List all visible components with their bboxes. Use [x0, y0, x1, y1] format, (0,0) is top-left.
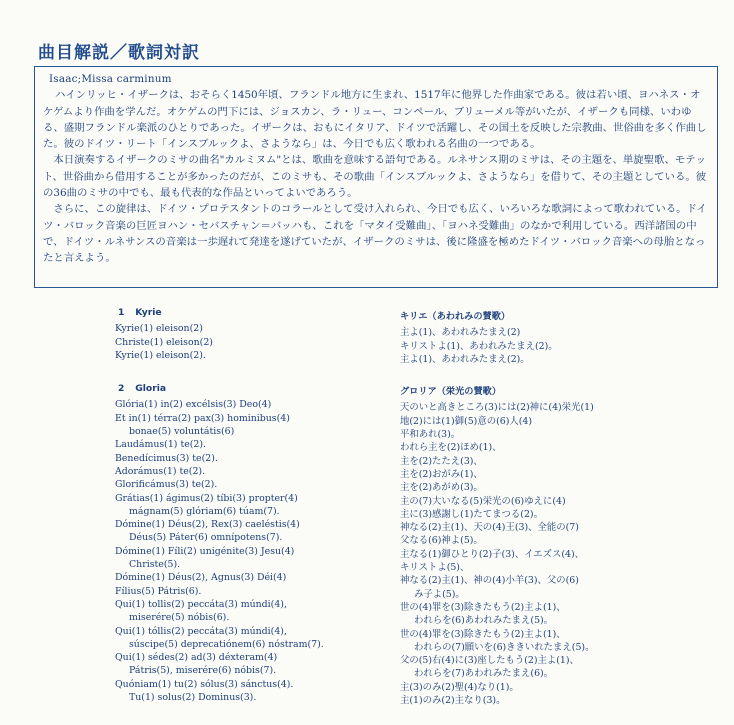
lyric-line: Laudámus(1) te(2). — [115, 439, 207, 451]
translation-line: われらを(7)あわれみたまえ(6)。 — [414, 668, 554, 680]
lyric-line: Dómine(1) Fíli(2) unigénite(3) Jesu(4) — [115, 545, 295, 557]
lyric-line: bonae(5) voluntátis(6) — [129, 426, 235, 438]
translation-line: み子よ(5)。 — [414, 588, 465, 600]
work-title: Isaac;Missa carminum — [49, 73, 172, 85]
lyric-line: Kyrie(1) eleison(2). — [115, 349, 206, 361]
lyric-line: Kyrie(1) eleison(2) — [115, 323, 203, 335]
lyric-line: Christe(1) eleison(2) — [115, 336, 213, 348]
translation-line: 天のいと高きところ(3)には(2)神に(4)栄光(1) — [400, 402, 594, 414]
translation-line: 主よ(1)、あわれみたまえ(2) — [400, 327, 521, 339]
translation-line: 主を(2)あがめ(3)。 — [400, 482, 483, 494]
translation-line: 父の(5)右(4)に(3)座したもう(2)主よ(1)、 — [400, 655, 579, 667]
lyric-line: Glorificámus(3) te(2). — [115, 479, 218, 491]
section-number: 1 — [118, 307, 125, 318]
translation-line: 主を(2)たたえ(3)、 — [400, 455, 483, 467]
translation-line: われら主を(2)ほめ(1)、 — [400, 442, 502, 454]
translation-line: われらの(7)願いを(6)ききいれたまえ(5)。 — [414, 641, 595, 653]
translation-line: キリストよ(1)、あわれみたまえ(2)。 — [400, 340, 558, 352]
translation-line: 主(1)のみ(2)主なり(3)。 — [400, 695, 506, 707]
lyric-line: Dómine(1) Déus(2), Agnus(3) Déi(4) — [115, 572, 287, 584]
translation-line: 世の(4)罪を(3)除きたもう(2)主よ(1)、 — [400, 601, 566, 613]
lyric-line: Fílius(5) Pátris(6). — [115, 585, 202, 597]
gloria-jp-heading: グロリア（栄光の賛歌） — [400, 386, 502, 398]
lyric-line: miserére(5) nóbis(6). — [129, 612, 230, 624]
translation-line: 神なる(2)主(1)、神の(4)小羊(3)、父の(6) — [400, 575, 579, 587]
latin-text-column — [115, 306, 385, 704]
translation-line: 平和あれ(3)。 — [400, 429, 461, 441]
lyric-line: súscipe(5) deprecatiónem(6) nóstram(7). — [129, 638, 324, 650]
lyric-line: Dómine(1) Déus(2), Rex(3) caeléstis(4) — [115, 519, 300, 531]
kyrie-japanese-lines — [400, 326, 720, 366]
kyrie-jp-heading: キリエ（あわれみの賛歌） — [400, 311, 511, 322]
lyric-line: Déus(5) Páter(6) omnípotens(7). — [129, 532, 283, 544]
kyrie-heading — [115, 306, 385, 319]
page-title: 曲目解説／歌詞対訳 — [38, 43, 200, 63]
translation-line: キリストよ(5)、 — [400, 562, 470, 574]
lyric-line: Et in(1) térra(2) pax(3) hominibus(4) — [115, 412, 290, 424]
lyric-line: Qui(1) tollis(2) peccáta(3) múndi(4), — [115, 598, 287, 610]
commentary-paragraph: ハインリッヒ・イザークは、おそらく1450年頃、フランドル地方に生まれ、1517年に他界した作曲家である。彼は若い頃、ヨハネス・オケゲムより作曲を学んだ。オケゲムの門下には、ジョスカン、ラ・リュー、コンペール、ブリューメル等がいたが、イザークも同様、いわゆる、盛期フランドル楽派のひとりであった。イザークは、おもにイタリア、ドイツで活躍し、その国土を反映した宗教曲、世俗曲を多く作曲した。彼のドイツ・リート「インスブルックよ、さようなら」は、今日でも広く歌われる名曲の一つである。 — [43, 89, 707, 151]
japanese-text-column — [400, 310, 720, 707]
lyric-line: Quóniam(1) tu(2) sólus(3) sánctus(4). — [115, 678, 294, 690]
lyric-line: Glória(1) in(2) excélsis(3) Deo(4) — [115, 399, 272, 411]
kyrie-latin-lines — [115, 322, 385, 362]
translation-line: 地(2)には(1)御(5)意の(6)人(4) — [400, 415, 533, 427]
lyric-line: Tu(1) solus(2) Dominus(3). — [129, 692, 257, 704]
section-title: Gloria — [135, 383, 167, 395]
section-title: Kyrie — [135, 307, 162, 318]
lyric-line: Qui(1) tóllis(2) peccáta(3) múndi(4), — [115, 625, 287, 637]
translation-line: 主に(3)感謝し(1)たてまつる(2)。 — [400, 508, 543, 520]
gloria-heading — [115, 382, 385, 395]
commentary-paragraph: さらに、この旋律は、ドイツ・プロテスタントのコラールとして受け入れられ、今日でも広く、いろいろな歌詞によって歌われている。ドイツ・バロック音楽の巨匠ヨハン・セバスチャン＝バッハも、これを「マタイ受難曲」、「ヨハネ受難曲」のなかで利用している。西洋諸国の中で、ドイツ・ルネサンスの音楽は一歩遅れて発達を遂げていたが、イザークのミサは、後に隆盛を極めたドイツ・バロック音楽への母胎となったと言えよう。 — [43, 203, 707, 265]
lyric-line: Adorámus(1) te(2). — [115, 465, 206, 477]
lyric-line: mágnam(5) glóriam(6) túam(7). — [129, 505, 280, 517]
section-number: 2 — [118, 383, 125, 395]
commentary-paragraph: 本日演奏するイザークのミサの曲名"カルミヌム"とは、歌曲を意味する語句である。ルネサンス期のミサは、その主題を、単旋聖歌、モテット、世俗曲から借用することが多かったのだが、このミサも、その歌曲「インスブルックよ、さようなら」を借りて、その主題としている。彼の36曲のミサの中でも、最も代表的な作品といってよいであろう。 — [43, 154, 707, 200]
commentary-box — [34, 66, 718, 288]
lyric-line: Pátris(5), miserére(6) nóbis(7). — [129, 665, 277, 677]
translation-line: 主の(7)大いなる(5)栄光の(6)ゆえに(4) — [400, 495, 566, 507]
translation-line: 主を(2)おがみ(1)、 — [400, 468, 483, 480]
translation-line: 主(3)のみ(2)聖(4)なり(1)。 — [400, 681, 519, 693]
lyric-line: Benedícimus(3) te(2). — [115, 452, 218, 464]
translation-line: 神なる(2)主(1)、天の(4)王(3)、全能の(7) — [400, 522, 579, 534]
translation-line: 世の(4)罪を(3)除きたもう(2)主よ(1)、 — [400, 628, 566, 640]
translation-line: 父なる(6)神よ(5)。 — [400, 535, 483, 547]
translation-line: われらを(6)あわれみたまえ(5)。 — [414, 615, 554, 627]
gloria-japanese-lines — [400, 401, 720, 707]
translation-line: 主なる(1)御ひとり(2)子(3)、イエズス(4)、 — [400, 548, 584, 560]
lyric-line: Grátias(1) ágimus(2) tíbi(3) propter(4) — [115, 492, 298, 504]
gloria-latin-lines — [115, 398, 385, 704]
lyric-line: Christe(5). — [129, 559, 181, 571]
lyric-line: Qui(1) sédes(2) ad(3) déxteram(4) — [115, 652, 278, 664]
translation-line: 主よ(1)、あわれみたまえ(2)。 — [400, 353, 530, 365]
